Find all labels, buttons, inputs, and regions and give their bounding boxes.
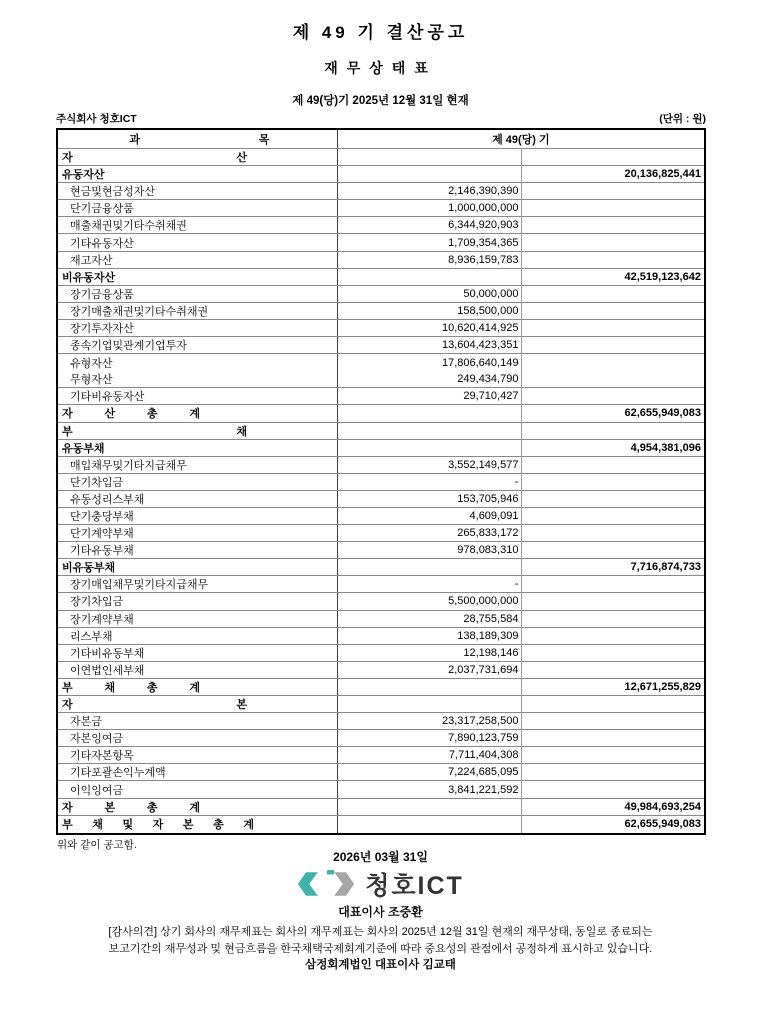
amount-detail-cell: [338, 559, 523, 575]
amount-total-cell: [522, 217, 704, 233]
table-row: [58, 474, 704, 491]
amount-total-cell: [522, 628, 704, 644]
item-label: 종속기업및관계기업투자: [70, 340, 187, 353]
amount-total-cell: 62,655,949,083: [624, 818, 701, 831]
table-row: [58, 166, 704, 183]
amount-total-cell: [522, 183, 704, 199]
item-label: 무형자산: [70, 374, 113, 387]
item-label-cell: [58, 662, 338, 678]
amount-total-cell: [522, 525, 704, 541]
amount-total-cell: [522, 593, 704, 609]
amount-detail-cell: 153,705,946: [338, 491, 523, 507]
table-row: [58, 730, 704, 747]
item-label-cell: [58, 354, 338, 371]
amount-detail-cell: 3,841,221,592: [338, 781, 523, 797]
item-label-cell: [58, 611, 338, 627]
table-row: [58, 542, 704, 559]
amount-detail-cell: [338, 166, 523, 182]
table-row: [58, 252, 704, 269]
item-label: 비유동자산: [62, 271, 116, 284]
table-row: [58, 628, 704, 645]
amount-total-cell: [522, 747, 704, 763]
item-label-cell: [58, 457, 338, 473]
notice-text: 위와 같이 공고함.: [57, 839, 137, 851]
amount-total-cell: [522, 423, 704, 439]
item-label-cell: [58, 593, 338, 609]
item-label-cell: [58, 200, 338, 216]
table-meta-row: [56, 111, 706, 126]
table-row: [58, 457, 704, 474]
item-label: 기타자본항목: [70, 750, 134, 763]
item-label: 비유동부채: [62, 562, 116, 575]
item-label-cell: [58, 730, 338, 746]
amount-total-cell: [522, 611, 704, 627]
item-label-cell: [58, 234, 338, 250]
publication-date: 2026년 03월 31일: [333, 850, 428, 864]
item-label-cell: [58, 371, 338, 387]
amount-total-cell: [522, 337, 704, 353]
amount-detail-cell: -: [338, 474, 523, 490]
amount-total-cell: 49,984,693,254: [624, 800, 701, 813]
item-label-cell: [58, 525, 338, 541]
table-row: [58, 576, 704, 593]
amount-total-cell: [522, 234, 704, 250]
item-label: 이익잉여금: [70, 784, 124, 797]
item-label-cell: [58, 764, 338, 780]
item-label: 현금및현금성자산: [70, 186, 156, 199]
amount-total-cell: 20,136,825,441: [624, 168, 701, 181]
item-label: 리스부채: [70, 630, 113, 643]
amount-detail-cell: 138,189,309: [338, 628, 523, 644]
table-row: [58, 200, 704, 217]
table-row: [58, 405, 704, 422]
item-label: 자본잉여금: [70, 733, 124, 746]
item-label-cell: [58, 508, 338, 524]
table-row: [58, 559, 704, 576]
amount-detail-cell: 5,500,000,000: [338, 593, 523, 609]
amount-total-cell: [522, 149, 704, 165]
item-label-cell: [58, 166, 338, 182]
item-label: 장기금융상품: [70, 288, 134, 301]
amount-total-cell: [522, 252, 704, 268]
amount-detail-cell: 978,083,310: [338, 542, 523, 558]
period-line: 제 49(당)기 2025년 12월 31일 현재: [292, 95, 469, 107]
item-label: 자 산 총 계: [62, 408, 200, 421]
column-header-period: 제 49(당) 기: [492, 134, 550, 146]
amount-detail-cell: 3,552,149,577: [338, 457, 523, 473]
item-label-cell: [58, 645, 338, 661]
table-row: [58, 696, 704, 713]
statement-title: 재무상태표: [324, 60, 437, 76]
amount-detail-cell: 50,000,000: [338, 286, 523, 302]
column-header-item-cell: [58, 130, 338, 148]
amount-detail-cell: [338, 405, 523, 421]
table-row: [58, 388, 704, 405]
amount-total-cell: [522, 388, 704, 404]
item-label: 유동부채: [62, 442, 105, 455]
item-label: 자 본: [62, 699, 247, 712]
table-row: [58, 491, 704, 508]
item-label-cell: [58, 423, 338, 439]
amount-detail-cell: 7,224,685,095: [338, 764, 523, 780]
table-body: [58, 149, 704, 833]
table-row: [58, 371, 704, 388]
table-row: [58, 183, 704, 200]
amount-detail-cell: 29,710,427: [338, 388, 523, 404]
item-label-cell: [58, 576, 338, 592]
item-label-cell: [58, 628, 338, 644]
table-row: [58, 662, 704, 679]
item-label: 기타유동부채: [70, 545, 134, 558]
item-label: 자 본 총 계: [62, 801, 200, 814]
auditor-signature: 삼정회계법인 대표이사 김교태: [305, 959, 456, 971]
amount-total-cell: 42,519,123,642: [624, 270, 701, 283]
amount-total-cell: [522, 491, 704, 507]
item-label: 부 채 총 계: [62, 681, 200, 694]
amount-total-cell: 7,716,874,733: [630, 561, 701, 574]
amount-detail-cell: [338, 149, 523, 165]
amount-detail-cell: 8,936,159,783: [338, 252, 523, 268]
amount-detail-cell: 10,620,414,925: [338, 320, 523, 336]
page-title: 제 49 기 결산공고: [292, 23, 469, 42]
company-logo: [0, 866, 761, 902]
item-label-cell: [58, 781, 338, 797]
item-label-cell: [58, 747, 338, 763]
amount-detail-cell: 28,755,584: [338, 611, 523, 627]
table-row: [58, 303, 704, 320]
logo-text: 청호ICT: [365, 872, 464, 900]
item-label-cell: [58, 696, 338, 712]
amount-detail-cell: [338, 423, 523, 439]
table-row: [58, 440, 704, 457]
item-label-cell: [58, 149, 338, 165]
amount-detail-cell: 13,604,423,351: [338, 337, 523, 353]
item-label: 장기계약부채: [70, 613, 134, 626]
table-row: [58, 354, 704, 371]
ceo-signature: 대표이사 조중환: [338, 905, 423, 919]
table-row: [58, 234, 704, 251]
item-label-cell: [58, 474, 338, 490]
company-name: 주식회사 청호ICT: [56, 113, 137, 125]
item-label: 유동자산: [62, 169, 105, 182]
table-row: [58, 337, 704, 354]
amount-total-cell: [522, 730, 704, 746]
amount-detail-cell: 249,434,790: [338, 371, 523, 387]
table-row: [58, 645, 704, 662]
item-label-cell: [58, 559, 338, 575]
amount-detail-cell: 6,344,920,903: [338, 217, 523, 233]
amount-detail-cell: 7,711,404,308: [338, 747, 523, 763]
item-label-cell: [58, 337, 338, 353]
table-row: [58, 611, 704, 628]
amount-total-cell: [522, 542, 704, 558]
item-label: 이연법인세부채: [70, 664, 145, 677]
table-row: [58, 679, 704, 696]
item-label-cell: [58, 252, 338, 268]
table-row: [58, 799, 704, 816]
table-row: [58, 525, 704, 542]
amount-total-cell: [522, 303, 704, 319]
amount-total-cell: [522, 662, 704, 678]
table-row: [58, 149, 704, 166]
amount-detail-cell: [338, 679, 523, 695]
amount-detail-cell: 2,146,390,390: [338, 183, 523, 199]
amount-detail-cell: -: [338, 576, 523, 592]
item-label: 기타비유동부채: [70, 647, 145, 660]
amount-total-cell: [522, 371, 704, 387]
amount-detail-cell: 1,709,354,365: [338, 234, 523, 250]
amount-detail-cell: 12,198,146: [338, 645, 523, 661]
amount-detail-cell: [338, 816, 523, 833]
table-row: [58, 747, 704, 764]
item-label: 단기금융상품: [70, 203, 134, 216]
amount-total-cell: [522, 764, 704, 780]
item-label-cell: [58, 286, 338, 302]
amount-total-cell: [522, 781, 704, 797]
amount-total-cell: [522, 320, 704, 336]
amount-total-cell: [522, 713, 704, 729]
table-row: [58, 320, 704, 337]
table-header-row: [58, 130, 704, 149]
amount-detail-cell: [338, 799, 523, 815]
amount-total-cell: [522, 200, 704, 216]
amount-detail-cell: 265,833,172: [338, 525, 523, 541]
item-label: 매출채권및기타수취채권: [70, 220, 187, 233]
item-label-cell: [58, 320, 338, 336]
item-label: 재고자산: [70, 254, 113, 267]
item-label-cell: [58, 542, 338, 558]
amount-total-cell: [522, 696, 704, 712]
table-row: [58, 423, 704, 440]
item-label: 장기매출채권및기타수취채권: [70, 305, 209, 318]
balance-sheet-table: [56, 128, 706, 835]
item-label-cell: [58, 303, 338, 319]
item-label: 장기투자자산: [70, 322, 134, 335]
table-row: [58, 286, 704, 303]
amount-total-cell: [522, 457, 704, 473]
item-label: 자 산: [62, 152, 247, 165]
table-row: [58, 781, 704, 798]
item-label: 장기매입채무및기타지급채무: [70, 579, 209, 592]
table-row: [58, 217, 704, 234]
item-label: 장기차입금: [70, 596, 124, 609]
amount-detail-cell: 7,890,123,759: [338, 730, 523, 746]
amount-total-cell: [522, 474, 704, 490]
amount-total-cell: [522, 354, 704, 371]
audit-opinion-line-1: [감사의견] 상기 회사의 재무제표는 회사의 재무제표는 회사의 2025년 12월 31일 현재의 재무상태, 동일로 종료되는: [108, 926, 653, 938]
item-label-cell: [58, 405, 338, 421]
item-label: 단기충당부채: [70, 511, 134, 524]
item-label: 기타유동자산: [70, 237, 134, 250]
logo-mark-icon: [297, 869, 355, 899]
table-row: [58, 816, 704, 833]
table-row: [58, 593, 704, 610]
item-label: 단기차입금: [70, 476, 124, 489]
amount-detail-cell: 23,317,258,500: [338, 713, 523, 729]
amount-total-cell: [522, 576, 704, 592]
amount-total-cell: 62,655,949,083: [624, 407, 701, 420]
item-label: 유형자산: [70, 357, 113, 370]
table-row: [58, 508, 704, 525]
item-label: 기타포괄손익누계액: [70, 767, 166, 780]
amount-detail-cell: [338, 269, 523, 285]
amount-total-cell: 4,954,381,096: [630, 441, 701, 454]
amount-total-cell: 12,671,255,829: [624, 680, 701, 693]
table-row: [58, 269, 704, 286]
item-label-cell: [58, 217, 338, 233]
table-row: [58, 713, 704, 730]
item-label: 자본금: [70, 716, 102, 729]
logo-left-chevron: [298, 872, 318, 896]
audit-opinion-line-2: 보고기간의 재무성과 및 현금흐름을 한국채택국제회계기준에 따라 중요성의 관점에서 공정하게 표시하고 있습니다.: [108, 943, 653, 955]
item-label: 부 채: [62, 425, 247, 438]
item-label: 유동성리스부채: [70, 493, 145, 506]
amount-detail-cell: 4,609,091: [338, 508, 523, 524]
amount-detail-cell: 17,806,640,149: [338, 354, 523, 371]
amount-detail-cell: 2,037,731,694: [338, 662, 523, 678]
item-label-cell: [58, 491, 338, 507]
item-label: 매입채무및기타지급채무: [70, 459, 187, 472]
item-label-cell: [58, 440, 338, 456]
table-row: [58, 764, 704, 781]
amount-detail-cell: 1,000,000,000: [338, 200, 523, 216]
amount-detail-cell: [338, 696, 523, 712]
item-label: 단기계약부채: [70, 528, 134, 541]
item-label-cell: [58, 388, 338, 404]
column-header-item: 과 목: [129, 134, 270, 146]
item-label: 부 채 및 자 본 총 계: [62, 819, 254, 832]
amount-total-cell: [522, 645, 704, 661]
item-label-cell: [58, 799, 338, 815]
unit-label: (단위 : 원): [659, 113, 706, 125]
item-label-cell: [58, 816, 338, 833]
item-label-cell: [58, 183, 338, 199]
amount-detail-cell: [338, 440, 523, 456]
logo-right-chevron: [334, 872, 354, 896]
item-label-cell: [58, 713, 338, 729]
item-label-cell: [58, 679, 338, 695]
item-label: 기타비유동자산: [70, 391, 145, 404]
logo-dot: [327, 870, 334, 875]
amount-total-cell: [522, 286, 704, 302]
amount-detail-cell: 158,500,000: [338, 303, 523, 319]
item-label-cell: [58, 269, 338, 285]
amount-total-cell: [522, 508, 704, 524]
